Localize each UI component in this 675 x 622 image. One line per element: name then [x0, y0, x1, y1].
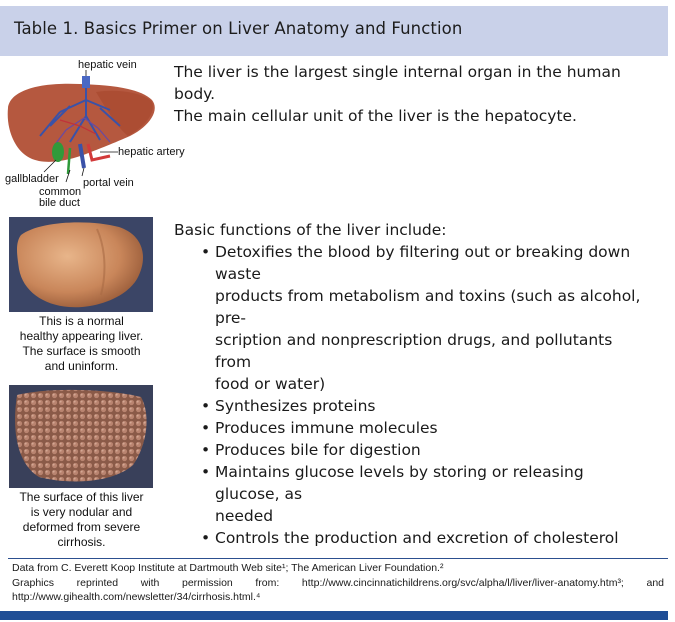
bullet-icon: • [201, 529, 211, 547]
bullet-icon: • [201, 243, 211, 261]
bullet-icon: • [201, 441, 211, 459]
intro-text [174, 61, 664, 127]
cirrhotic-liver-photo [9, 385, 153, 488]
healthy-liver-photo [9, 217, 153, 312]
source-line-3: http://www.gihealth.com/newsletter/34/cirrhosis.html.⁴ [12, 591, 261, 603]
intro-line-1: The liver is the largest single internal organ in the human body. [174, 63, 621, 103]
list-item: • Controls the production and excretion of cholesterol [201, 529, 619, 547]
bullet-icon: • [201, 397, 211, 415]
list-item: • Produces bile for digestion [201, 441, 421, 459]
label-gallbladder: gallbladder [5, 173, 59, 185]
bullet-icon: • [201, 463, 211, 481]
label-hepatic-vein: hepatic vein [78, 59, 137, 71]
functions-list [174, 241, 652, 549]
footer-divider [8, 558, 668, 559]
label-hepatic-artery: hepatic artery [118, 146, 185, 158]
list-item: • Produces immune molecules [201, 419, 438, 437]
source-line-1: Data from C. Everett Koop Institute at Dartmouth Web site¹; The American Liver Foundation.² [12, 562, 444, 574]
table-header [0, 6, 668, 56]
liver-functions [174, 219, 652, 549]
label-portal-vein: portal vein [83, 177, 134, 189]
liver-anatomy-diagram [0, 56, 185, 209]
table-title: Table 1. Basics Primer on Liver Anatomy and Function [14, 19, 463, 38]
cirrhotic-liver-caption: The surface of this liver is very nodular and deformed from severe cirrhosis. [19, 490, 144, 549]
list-item: • Synthesizes proteins [201, 397, 376, 415]
list-item: • Detoxifies the blood by filtering out or breaking down waste products from metabolism and toxins (such as alcohol, pre- scription and nonprescription drugs, and pollutants from food or water) [201, 243, 641, 393]
intro-line-2: The main cellular unit of the liver is the hepatocyte. [174, 107, 577, 125]
list-item: • Maintains glucose levels by storing or releasing glucose, as needed [201, 463, 584, 525]
healthy-liver-caption: This is a normal healthy appearing liver. The surface is smooth and uninform. [19, 314, 144, 373]
label-common: common [39, 186, 82, 198]
source-notes [12, 561, 664, 605]
functions-lead: Basic functions of the liver include: [174, 221, 447, 239]
source-line-2: Graphics reprinted with permission from: http://www.cincinnatichildrens.org/svc/alpha/l/liver/liver-anatomy.htm³; and [12, 576, 664, 589]
label-bile-duct: bile duct [39, 197, 80, 209]
bullet-icon: • [201, 419, 211, 437]
bottom-rule [0, 611, 668, 620]
